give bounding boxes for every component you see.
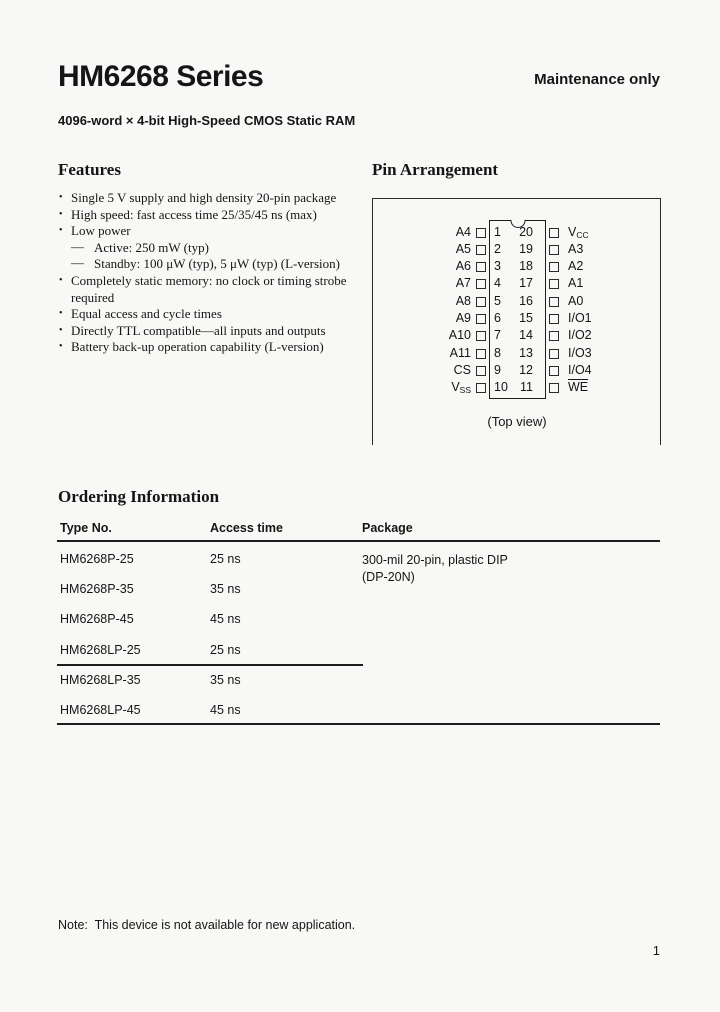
pin-stub <box>549 228 559 238</box>
pin-label-a2: A2 <box>568 259 584 273</box>
feature-item <box>58 273 360 306</box>
pin-label-a11: A11 <box>449 346 471 360</box>
pin-stub <box>476 228 486 238</box>
access-time-cell: 35 ns <box>210 582 241 596</box>
pin-number: 20 <box>519 225 533 239</box>
feature-item <box>58 306 360 323</box>
pin-label-vss: $V_{SS}$ <box>451 380 471 395</box>
feature-text: Directly TTL compatible—all inputs and outputs <box>71 322 326 338</box>
pin-label-a9: A9 <box>455 311 471 325</box>
pin-label-a4: A4 <box>455 225 471 239</box>
feature-text: Completely static memory: no clock or timing strobe required <box>71 272 347 305</box>
access-time-cell: 45 ns <box>210 703 241 717</box>
pin-number: 7 <box>494 328 501 342</box>
pin-number: 11 <box>520 380 533 394</box>
type-no-cell: HM6268P-25 <box>60 552 134 566</box>
pin-label-io3: I/O3 <box>568 346 592 360</box>
pin-number: 15 <box>519 311 533 325</box>
pin-stub <box>549 314 559 324</box>
access-time-cell: 45 ns <box>210 612 241 626</box>
page-number: 1 <box>652 943 660 958</box>
pin-stub <box>549 297 559 307</box>
pin-row <box>373 310 662 327</box>
feature-text: High speed: fast access time 25/35/45 ns (max) <box>71 206 317 222</box>
bullet-marker: • <box>59 308 63 320</box>
pin-label-a8: A8 <box>455 294 471 308</box>
pin-stub <box>549 331 559 341</box>
pin-stub <box>476 262 486 272</box>
package-cell <box>362 552 508 585</box>
feature-text: Battery back-up operation capability (L-version) <box>71 339 324 355</box>
feature-subitem <box>58 256 360 273</box>
feature-text: Single 5 V supply and high density 20-pin package <box>71 190 337 205</box>
pin-label-a1: A1 <box>568 276 584 290</box>
feature-text: Standby: 100 μW (typ), 5 μW (typ) (L-version) <box>94 256 340 272</box>
pin-row <box>373 293 662 310</box>
access-time-cell: 35 ns <box>210 673 241 687</box>
feature-subitem <box>58 240 360 257</box>
feature-item <box>58 223 360 240</box>
footnote: Note: This device is not available for new application. <box>58 918 356 932</box>
feature-item <box>58 190 360 207</box>
type-no-cell: HM6268P-45 <box>60 612 134 626</box>
dash-marker: — <box>71 255 84 271</box>
pin-number: 9 <box>494 363 501 377</box>
pin-number: 14 <box>519 328 533 342</box>
pin-row <box>373 362 662 379</box>
bullet-marker: • <box>59 225 63 237</box>
pin-arrangement-frame <box>372 198 661 445</box>
feature-text: Equal access and cycle times <box>71 306 222 322</box>
pin-number: 19 <box>519 242 533 256</box>
pin-number: 4 <box>494 276 501 290</box>
pin-row <box>373 327 662 344</box>
pin-stub <box>549 349 559 359</box>
pin-stub <box>476 279 486 289</box>
pin-number: 6 <box>494 311 501 325</box>
features-heading: Features <box>58 160 121 179</box>
pin-stub <box>476 349 486 359</box>
bullet-marker: • <box>59 192 63 203</box>
pin-label-a7: A7 <box>455 276 471 290</box>
pin-label-io4: I/O4 <box>568 363 592 377</box>
pin-label-io2: I/O2 <box>568 328 592 342</box>
pin-arrangement-heading: Pin Arrangement <box>372 160 499 179</box>
pin-stub <box>476 314 486 324</box>
pin-label-a5: A5 <box>455 242 471 256</box>
feature-text: Low power <box>71 223 131 239</box>
pin-number: 8 <box>494 346 501 360</box>
pin-number: 17 <box>519 276 533 290</box>
pin-stub <box>476 383 486 393</box>
pin-label-we: $\overline{WE}$ <box>568 380 589 394</box>
pin-row <box>373 345 662 362</box>
pin-stub <box>549 262 559 272</box>
ordering-heading: Ordering Information <box>58 487 220 506</box>
type-no-cell: HM6268LP-45 <box>60 703 141 717</box>
pin-stub <box>476 297 486 307</box>
pin-number: 2 <box>494 242 501 256</box>
device-subtitle: 4096-word × 4-bit High-Speed CMOS Static RAM <box>58 113 356 128</box>
pin-stub <box>549 366 559 376</box>
package-line: (DP-20N) <box>362 569 415 584</box>
feature-item <box>58 339 360 356</box>
pin-number: 10 <box>494 380 508 394</box>
pin-label-a6: A6 <box>455 259 471 273</box>
column-header-package: Package <box>362 521 413 535</box>
pin-stub <box>549 383 559 393</box>
page-title: HM6268 Series <box>58 60 264 93</box>
feature-item <box>58 207 360 224</box>
pin-number: 5 <box>494 294 501 308</box>
pin-stub <box>476 366 486 376</box>
pin-label-a3: A3 <box>568 242 584 256</box>
pin-label-io1: I/O1 <box>568 311 592 325</box>
pin-row <box>373 258 662 275</box>
pin-number: 16 <box>519 294 533 308</box>
pin-number: 13 <box>519 346 533 360</box>
column-header-access: Access time <box>210 521 283 535</box>
pin-stub <box>476 331 486 341</box>
type-no-cell: HM6268LP-25 <box>60 643 141 657</box>
pin-stub <box>549 245 559 255</box>
bullet-marker: • <box>59 274 63 286</box>
pin-stub <box>476 245 486 255</box>
maintenance-badge: Maintenance only <box>534 71 660 88</box>
pin-number: 1 <box>494 225 501 239</box>
top-view-caption: (Top view) <box>487 414 547 429</box>
table-partial-rule <box>57 664 363 666</box>
pin-number: 18 <box>519 259 533 273</box>
pin-number: 3 <box>494 259 501 273</box>
features-list <box>58 190 360 356</box>
type-no-cell: HM6268LP-35 <box>60 673 141 687</box>
pin-row <box>373 275 662 292</box>
feature-text: Active: 250 mW (typ) <box>94 239 209 255</box>
access-time-cell: 25 ns <box>210 552 241 566</box>
pin-label-vcc: $V_{CC}$ <box>568 225 589 240</box>
bullet-marker: • <box>59 341 63 353</box>
table-header-rule <box>57 540 660 542</box>
access-time-cell: 25 ns <box>210 643 241 657</box>
pin-row <box>373 379 662 396</box>
package-line: 300-mil 20-pin, plastic DIP <box>362 553 508 567</box>
pin-label-cs: CS <box>453 363 471 377</box>
bullet-marker: • <box>59 208 63 220</box>
pin-stub <box>549 279 559 289</box>
pin-row <box>373 224 662 241</box>
pin-label-a10: A10 <box>448 328 471 342</box>
pin-row <box>373 241 662 258</box>
column-header-type: Type No. <box>60 521 112 535</box>
table-bottom-rule <box>57 723 660 725</box>
bullet-marker: • <box>59 324 63 336</box>
pin-label-a0: A0 <box>568 294 584 308</box>
type-no-cell: HM6268P-35 <box>60 582 134 596</box>
pin-number: 12 <box>519 363 533 377</box>
dash-marker: — <box>71 238 84 254</box>
feature-item <box>58 323 360 340</box>
